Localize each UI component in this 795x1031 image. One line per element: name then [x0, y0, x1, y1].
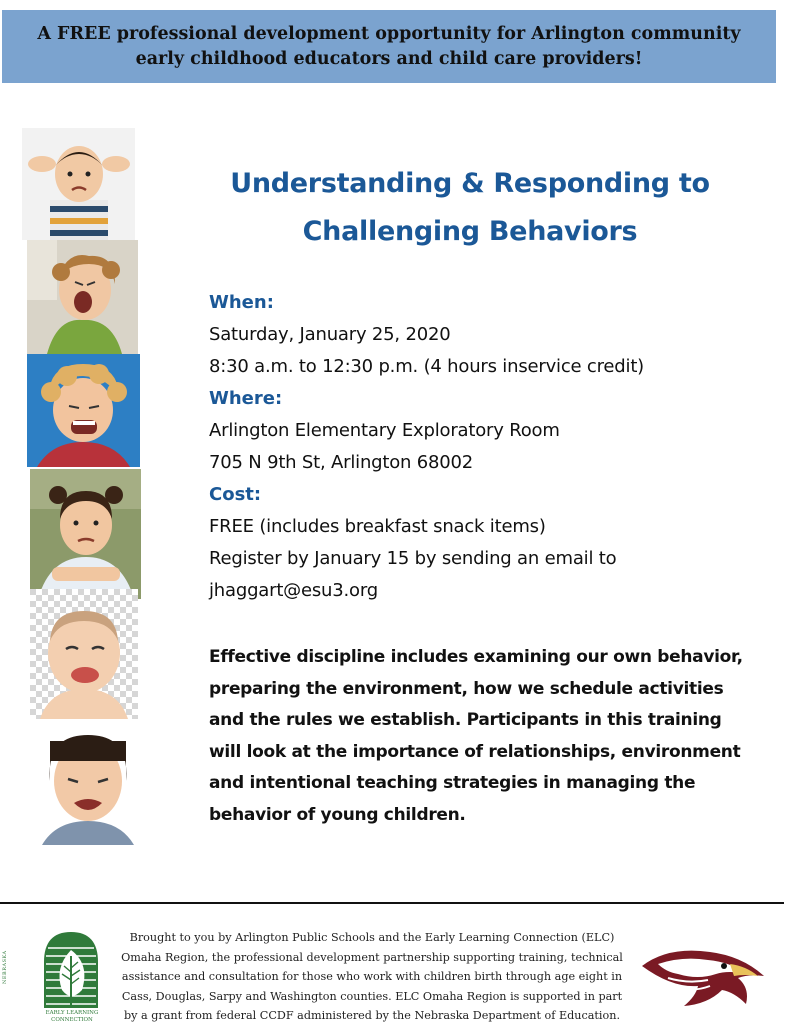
- footer-line: Brought to you by Arlington Public Schools and the Early Learning Connection (ELC): [129, 931, 615, 944]
- banner-line-2: early childhood educators and child care providers!: [135, 48, 643, 69]
- description-line: and intentional teaching strategies in managing the: [209, 773, 696, 793]
- event-address: 705 N 9th St, Arlington 68002: [209, 452, 474, 473]
- description-line: and the rules we establish. Participants in this training: [209, 710, 722, 730]
- description-line: will look at the importance of relationships, environment: [209, 741, 741, 762]
- footer-line: assistance and consultation for those who work with children birth through age eight in: [121, 970, 623, 983]
- description-line: preparing the environment, how we schedule activities: [209, 678, 724, 699]
- event-title: [200, 160, 740, 256]
- child-photo-5: [30, 589, 138, 719]
- footer-line: Cass, Douglas, Sarpy and Washington counties. ELC Omaha Region is supported in part: [121, 989, 623, 1003]
- description-line: Effective discipline includes examining our own behavior,: [209, 647, 743, 667]
- elc-logo-text-left: NEBRASKA: [2, 950, 8, 984]
- event-time: 8:30 a.m. to 12:30 p.m. (4 hours inservice credit): [209, 356, 644, 377]
- event-cost: FREE (includes breakfast snack items): [209, 516, 546, 537]
- register-email[interactable]: jhaggart@esu3.org: [209, 580, 378, 601]
- title-line-2: Challenging Behaviors: [302, 216, 638, 247]
- child-photo-1: [22, 128, 135, 240]
- when-label: When:: [209, 292, 274, 313]
- footer-line: by a grant from federal CCDF administered by the Nebraska Department of Education.: [123, 1009, 620, 1022]
- cost-label: Cost:: [209, 484, 262, 505]
- child-photo-2: [27, 240, 138, 354]
- description-line: behavior of young children.: [209, 804, 466, 825]
- event-details: [209, 287, 769, 607]
- where-label: Where:: [209, 388, 283, 409]
- eagle-mascot-logo: [638, 944, 768, 1010]
- child-photo-6: [28, 721, 148, 845]
- footer-divider: [0, 902, 784, 904]
- event-place: Arlington Elementary Exploratory Room: [209, 420, 560, 441]
- banner-line-1: A FREE professional development opportunity for Arlington community: [37, 23, 741, 44]
- child-photo-3: [27, 354, 140, 467]
- footer-line: Omaha Region, the professional development partnership supporting training, technical: [121, 950, 623, 964]
- event-description: [209, 642, 769, 831]
- child-photo-4: [30, 469, 141, 599]
- sponsor-statement: [112, 928, 632, 1026]
- elc-logo-text-bottom: EARLY LEARNING CONNECTION: [45, 1010, 99, 1023]
- title-line-1: Understanding & Responding to: [230, 168, 710, 199]
- event-date: Saturday, January 25, 2020: [209, 324, 451, 345]
- register-instructions: Register by January 15 by sending an email to: [209, 548, 617, 569]
- header-banner: [2, 10, 776, 83]
